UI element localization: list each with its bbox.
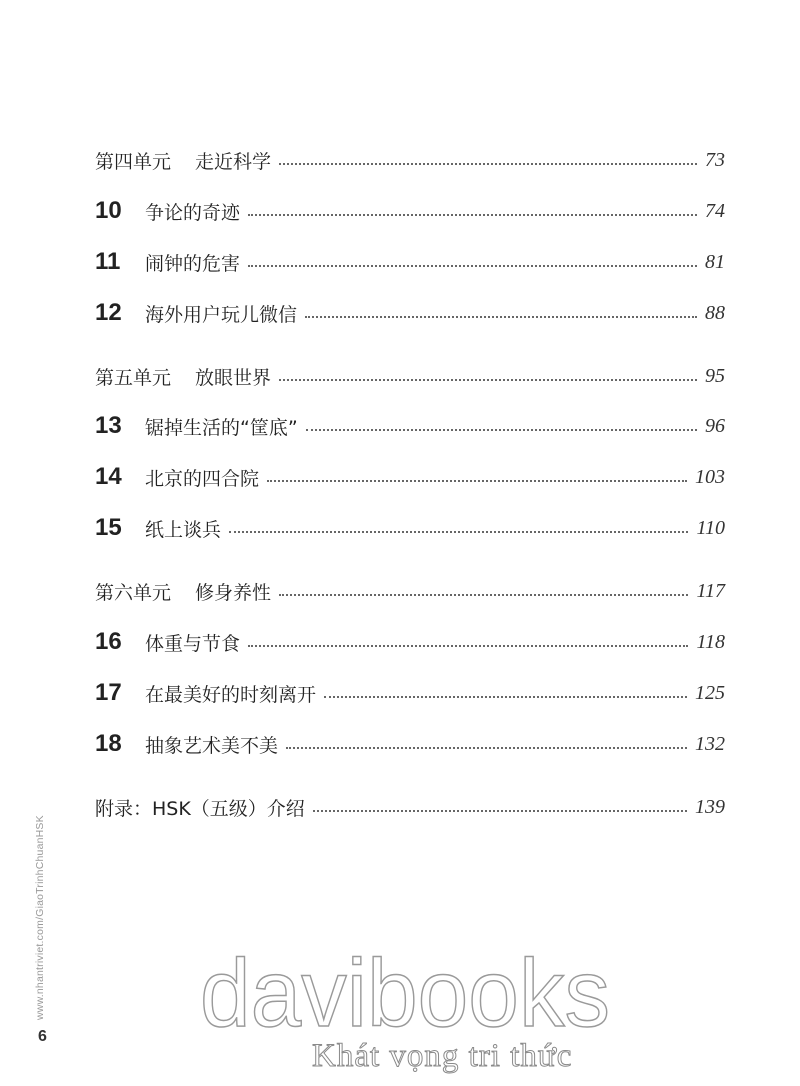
toc-page-number: 81 [705, 250, 725, 273]
toc-page-number: 132 [695, 732, 725, 755]
toc-lesson-number: 13 [95, 412, 122, 439]
toc-page-number: 88 [705, 301, 725, 324]
toc-title: 抽象艺术美不美 [145, 734, 279, 757]
toc-lesson-number: 14 [95, 463, 122, 490]
toc-unit-label: 第六单元 [95, 581, 172, 604]
toc-title: 北京的四合院 [145, 467, 260, 490]
dot-leader [229, 531, 688, 533]
toc-lesson-entry[interactable] [95, 510, 725, 546]
toc-lesson-entry[interactable] [95, 459, 725, 495]
logo-tagline: Khát vọng tri thức [312, 1038, 573, 1074]
dot-leader [324, 696, 687, 698]
toc-unit-label: 第五单元 [95, 366, 172, 389]
dot-leader [313, 810, 687, 812]
toc-title: 闹钟的危害 [145, 252, 241, 275]
page-number: 6 [38, 1028, 47, 1045]
toc-appendix-entry[interactable] [95, 789, 725, 825]
toc-lesson-entry[interactable] [95, 193, 725, 229]
toc-title: 走近科学 [195, 150, 272, 173]
toc-page-number: 74 [705, 199, 725, 222]
toc-title: 纸上谈兵 [145, 518, 222, 541]
toc-lesson-entry[interactable] [95, 624, 725, 660]
toc-title: 争论的奇迹 [145, 201, 241, 224]
toc-page-number: 117 [696, 579, 725, 602]
toc-title: 在最美好的时刻离开 [145, 683, 317, 706]
toc-lesson-number: 17 [95, 679, 122, 706]
toc-lesson-number: 16 [95, 628, 122, 655]
toc-title: 锯掉生活的“筐底” [145, 416, 298, 439]
toc-lesson-entry[interactable] [95, 675, 725, 711]
toc-unit-entry[interactable] [95, 358, 725, 394]
toc-unit-label: 第四单元 [95, 150, 172, 173]
toc-unit-entry[interactable] [95, 573, 725, 609]
toc-lesson-entry[interactable] [95, 295, 725, 331]
dot-leader [279, 379, 697, 381]
toc-lesson-entry[interactable] [95, 408, 725, 444]
toc-title: 附录：HSK（五级）介绍 [95, 797, 305, 820]
toc-page-number: 96 [705, 414, 725, 437]
toc-unit-entry[interactable] [95, 142, 725, 178]
dot-leader [306, 429, 697, 431]
logo-wordmark: davibooks [200, 948, 610, 1038]
davibooks-logo [195, 948, 615, 1038]
toc-page-number: 103 [695, 465, 725, 488]
toc-page-number: 110 [696, 516, 725, 539]
toc-lesson-number: 11 [95, 248, 121, 275]
toc-lesson-entry[interactable] [95, 244, 725, 280]
dot-leader [279, 163, 697, 165]
toc-page-number: 139 [695, 795, 725, 818]
toc-lesson-entry[interactable] [95, 726, 725, 762]
dot-leader [286, 747, 687, 749]
dot-leader [248, 265, 697, 267]
toc-page-number: 73 [705, 148, 725, 171]
dot-leader [267, 480, 687, 482]
toc-lesson-number: 18 [95, 730, 122, 757]
toc-title: 海外用户玩儿微信 [145, 303, 298, 326]
toc-page-number: 95 [705, 364, 725, 387]
toc-lesson-number: 15 [95, 514, 122, 541]
dot-leader [248, 214, 697, 216]
toc-page-number: 118 [696, 630, 725, 653]
publisher-url: www.nhantriviet.com/GiaoTrinhChuanHSK [34, 815, 46, 1020]
toc-title: 放眼世界 [195, 366, 272, 389]
dot-leader [279, 594, 688, 596]
dot-leader [305, 316, 697, 318]
dot-leader [248, 645, 688, 647]
toc-title: 修身养性 [195, 581, 272, 604]
toc-lesson-number: 10 [95, 197, 122, 224]
toc-lesson-number: 12 [95, 299, 122, 326]
toc-page-number: 125 [695, 681, 725, 704]
toc-title: 体重与节食 [145, 632, 241, 655]
